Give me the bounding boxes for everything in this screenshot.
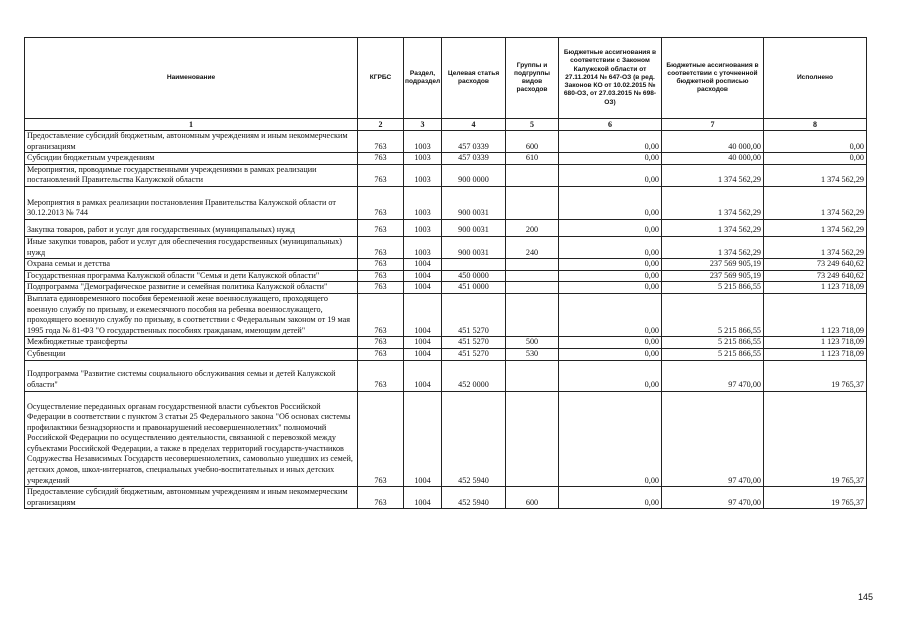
table-row [25, 270, 867, 282]
row-section: 1003 [404, 131, 442, 153]
row-name: Подпрограмма "Развитие системы социального обслуживания семьи и детей Калужской области" [25, 360, 358, 391]
row-refined: 5 215 866,55 [662, 337, 764, 349]
row-assigned: 0,00 [559, 293, 662, 336]
row-kgrbs: 763 [358, 487, 404, 509]
row-assigned: 0,00 [559, 131, 662, 153]
row-article: 452 0000 [442, 360, 506, 391]
row-kgrbs: 763 [358, 337, 404, 349]
row-section: 1004 [404, 282, 442, 294]
row-section: 1004 [404, 293, 442, 336]
row-kgrbs: 763 [358, 219, 404, 236]
row-article: 900 0031 [442, 236, 506, 258]
row-group: 200 [506, 219, 559, 236]
row-refined: 237 569 905,19 [662, 259, 764, 271]
row-section: 1004 [404, 348, 442, 360]
row-article: 900 0000 [442, 164, 506, 186]
row-name: Иные закупки товаров, работ и услуг для обеспечения государственных (муниципальных) нужд [25, 236, 358, 258]
column-number-row [25, 119, 867, 131]
row-refined: 40 000,00 [662, 153, 764, 165]
row-kgrbs: 763 [358, 282, 404, 294]
row-name: Мероприятия, проводимые государственными учреждениями в рамках реализации постановлений Правительства Калужской области [25, 164, 358, 186]
row-executed: 1 374 562,29 [764, 236, 867, 258]
header-kgrbs: КГРБС [358, 38, 404, 119]
row-group [506, 293, 559, 336]
row-executed: 1 123 718,09 [764, 348, 867, 360]
page-number: 145 [858, 592, 874, 602]
row-kgrbs: 763 [358, 164, 404, 186]
row-kgrbs: 763 [358, 236, 404, 258]
row-group: 240 [506, 236, 559, 258]
row-name: Охрана семьи и детства [25, 259, 358, 271]
row-assigned: 0,00 [559, 360, 662, 391]
row-name: Государственная программа Калужской области "Семья и дети Калужской области" [25, 270, 358, 282]
row-name: Подпрограмма "Демографическое развитие и семейная политика Калужской области" [25, 282, 358, 294]
row-kgrbs: 763 [358, 270, 404, 282]
row-group: 530 [506, 348, 559, 360]
table-row [25, 293, 867, 336]
row-assigned: 0,00 [559, 337, 662, 349]
row-section: 1004 [404, 337, 442, 349]
header-article: Целевая статья расходов [442, 38, 506, 119]
row-group: 500 [506, 337, 559, 349]
table-row [25, 219, 867, 236]
row-group [506, 164, 559, 186]
row-name: Мероприятия в рамках реализации постановления Правительства Калужской области от 30.12.2013 № 744 [25, 186, 358, 219]
row-section: 1003 [404, 153, 442, 165]
row-assigned: 0,00 [559, 164, 662, 186]
header-refined: Бюджетные ассигнования в соответствии с уточненной бюджетной росписью расходов [662, 38, 764, 119]
row-name: Субсидии бюджетным учреждениям [25, 153, 358, 165]
row-name: Предоставление субсидий бюджетным, автономным учреждениям и иным некоммерческим организациям [25, 487, 358, 509]
row-kgrbs: 763 [358, 391, 404, 487]
row-section: 1004 [404, 487, 442, 509]
table-row [25, 348, 867, 360]
column-number: 7 [662, 119, 764, 131]
row-executed: 1 374 562,29 [764, 164, 867, 186]
row-refined: 5 215 866,55 [662, 348, 764, 360]
row-refined: 5 215 866,55 [662, 293, 764, 336]
header-row [25, 38, 867, 119]
row-name: Межбюджетные трансферты [25, 337, 358, 349]
row-group: 610 [506, 153, 559, 165]
table-row [25, 337, 867, 349]
row-kgrbs: 763 [358, 348, 404, 360]
row-assigned: 0,00 [559, 236, 662, 258]
row-section: 1003 [404, 236, 442, 258]
row-executed: 73 249 640,62 [764, 259, 867, 271]
row-executed: 1 374 562,29 [764, 186, 867, 219]
row-executed: 73 249 640,62 [764, 270, 867, 282]
row-article: 450 0000 [442, 270, 506, 282]
budget-execution-table [24, 37, 867, 509]
table-row [25, 153, 867, 165]
row-name: Осуществление переданных органам государственной власти субъектов Российской Федерации в соответствии с пунктом 3 статьи 25 Федерального закона "Об основах системы профилактики безнадзорности и правонарушений несовершеннолетних" полномочий Российской Федерации по осуществлению деятельности, связанной с перевозкой между субъектами Российской Федерации, а также в пределах территорий государств-участников Содружества Независимых Государств несовершеннолетних, самовольно ушедших из семей, детских домов, школ-интернатов, специальных учебно-воспитательных и иных детских учреждений [25, 391, 358, 487]
header-name: Наименование [25, 38, 358, 119]
table-row [25, 259, 867, 271]
row-article: 451 5270 [442, 293, 506, 336]
row-section: 1003 [404, 186, 442, 219]
row-group: 600 [506, 487, 559, 509]
row-kgrbs: 763 [358, 293, 404, 336]
row-article: 900 0031 [442, 219, 506, 236]
table-row [25, 282, 867, 294]
row-name: Выплата единовременного пособия беременной жене военнослужащего, проходящего военную службу по призыву, и ежемесячного пособия на ребенка военнослужащего, проходящего военную службу по призыву, в соответствии с Федеральным законом от 19 мая 1995 года № 81-ФЗ "О государственных пособиях гражданам, имеющим детей" [25, 293, 358, 336]
row-assigned: 0,00 [559, 487, 662, 509]
row-group: 600 [506, 131, 559, 153]
row-refined: 1 374 562,29 [662, 164, 764, 186]
row-refined: 237 569 905,19 [662, 270, 764, 282]
column-number: 6 [559, 119, 662, 131]
row-article: 900 0031 [442, 186, 506, 219]
row-kgrbs: 763 [358, 131, 404, 153]
row-group [506, 360, 559, 391]
row-group [506, 186, 559, 219]
row-assigned: 0,00 [559, 219, 662, 236]
row-refined: 97 470,00 [662, 487, 764, 509]
table-row [25, 236, 867, 258]
row-refined: 97 470,00 [662, 360, 764, 391]
row-article: 457 0339 [442, 131, 506, 153]
row-assigned: 0,00 [559, 186, 662, 219]
row-executed: 1 374 562,29 [764, 219, 867, 236]
row-executed: 0,00 [764, 131, 867, 153]
row-kgrbs: 763 [358, 186, 404, 219]
table-row [25, 487, 867, 509]
row-section: 1003 [404, 164, 442, 186]
column-number: 4 [442, 119, 506, 131]
column-number: 1 [25, 119, 358, 131]
column-number: 3 [404, 119, 442, 131]
row-refined: 5 215 866,55 [662, 282, 764, 294]
row-article: 451 0000 [442, 282, 506, 294]
row-article: 457 0339 [442, 153, 506, 165]
row-article: 452 5940 [442, 487, 506, 509]
row-refined: 1 374 562,29 [662, 236, 764, 258]
row-refined: 1 374 562,29 [662, 186, 764, 219]
row-kgrbs: 763 [358, 259, 404, 271]
row-kgrbs: 763 [358, 360, 404, 391]
column-number: 8 [764, 119, 867, 131]
row-executed: 0,00 [764, 153, 867, 165]
row-assigned: 0,00 [559, 282, 662, 294]
row-group [506, 259, 559, 271]
row-executed: 1 123 718,09 [764, 293, 867, 336]
header-section: Раздел, подраздел [404, 38, 442, 119]
row-kgrbs: 763 [358, 153, 404, 165]
row-assigned: 0,00 [559, 348, 662, 360]
row-name: Предоставление субсидий бюджетным, автономным учреждениям и иным некоммерческим организациям [25, 131, 358, 153]
row-section: 1004 [404, 259, 442, 271]
row-assigned: 0,00 [559, 270, 662, 282]
row-executed: 1 123 718,09 [764, 282, 867, 294]
table-row [25, 164, 867, 186]
row-group [506, 391, 559, 487]
row-article: 451 5270 [442, 348, 506, 360]
table-row [25, 131, 867, 153]
header-assigned: Бюджетные ассигнования в соответствии с Законом Калужской области от 27.11.2014 № 647-ОЗ (в ред. Законов КО от 10.02.2015 № 680-ОЗ, от 27.03.2015 № 698-ОЗ) [559, 38, 662, 119]
table-row [25, 391, 867, 487]
row-name: Субвенции [25, 348, 358, 360]
row-section: 1004 [404, 360, 442, 391]
table-row [25, 360, 867, 391]
row-refined: 40 000,00 [662, 131, 764, 153]
column-number: 2 [358, 119, 404, 131]
header-group: Группы и подгруппы видов расходов [506, 38, 559, 119]
row-article [442, 259, 506, 271]
row-refined: 97 470,00 [662, 391, 764, 487]
row-executed: 19 765,37 [764, 360, 867, 391]
row-refined: 1 374 562,29 [662, 219, 764, 236]
row-section: 1004 [404, 391, 442, 487]
header-executed: Исполнено [764, 38, 867, 119]
row-group [506, 270, 559, 282]
row-article: 452 5940 [442, 391, 506, 487]
row-executed: 19 765,37 [764, 487, 867, 509]
row-executed: 19 765,37 [764, 391, 867, 487]
row-section: 1003 [404, 219, 442, 236]
row-name: Закупка товаров, работ и услуг для государственных (муниципальных) нужд [25, 219, 358, 236]
row-executed: 1 123 718,09 [764, 337, 867, 349]
row-assigned: 0,00 [559, 153, 662, 165]
column-number: 5 [506, 119, 559, 131]
row-assigned: 0,00 [559, 391, 662, 487]
row-article: 451 5270 [442, 337, 506, 349]
row-section: 1004 [404, 270, 442, 282]
row-group [506, 282, 559, 294]
row-assigned: 0,00 [559, 259, 662, 271]
table-row [25, 186, 867, 219]
